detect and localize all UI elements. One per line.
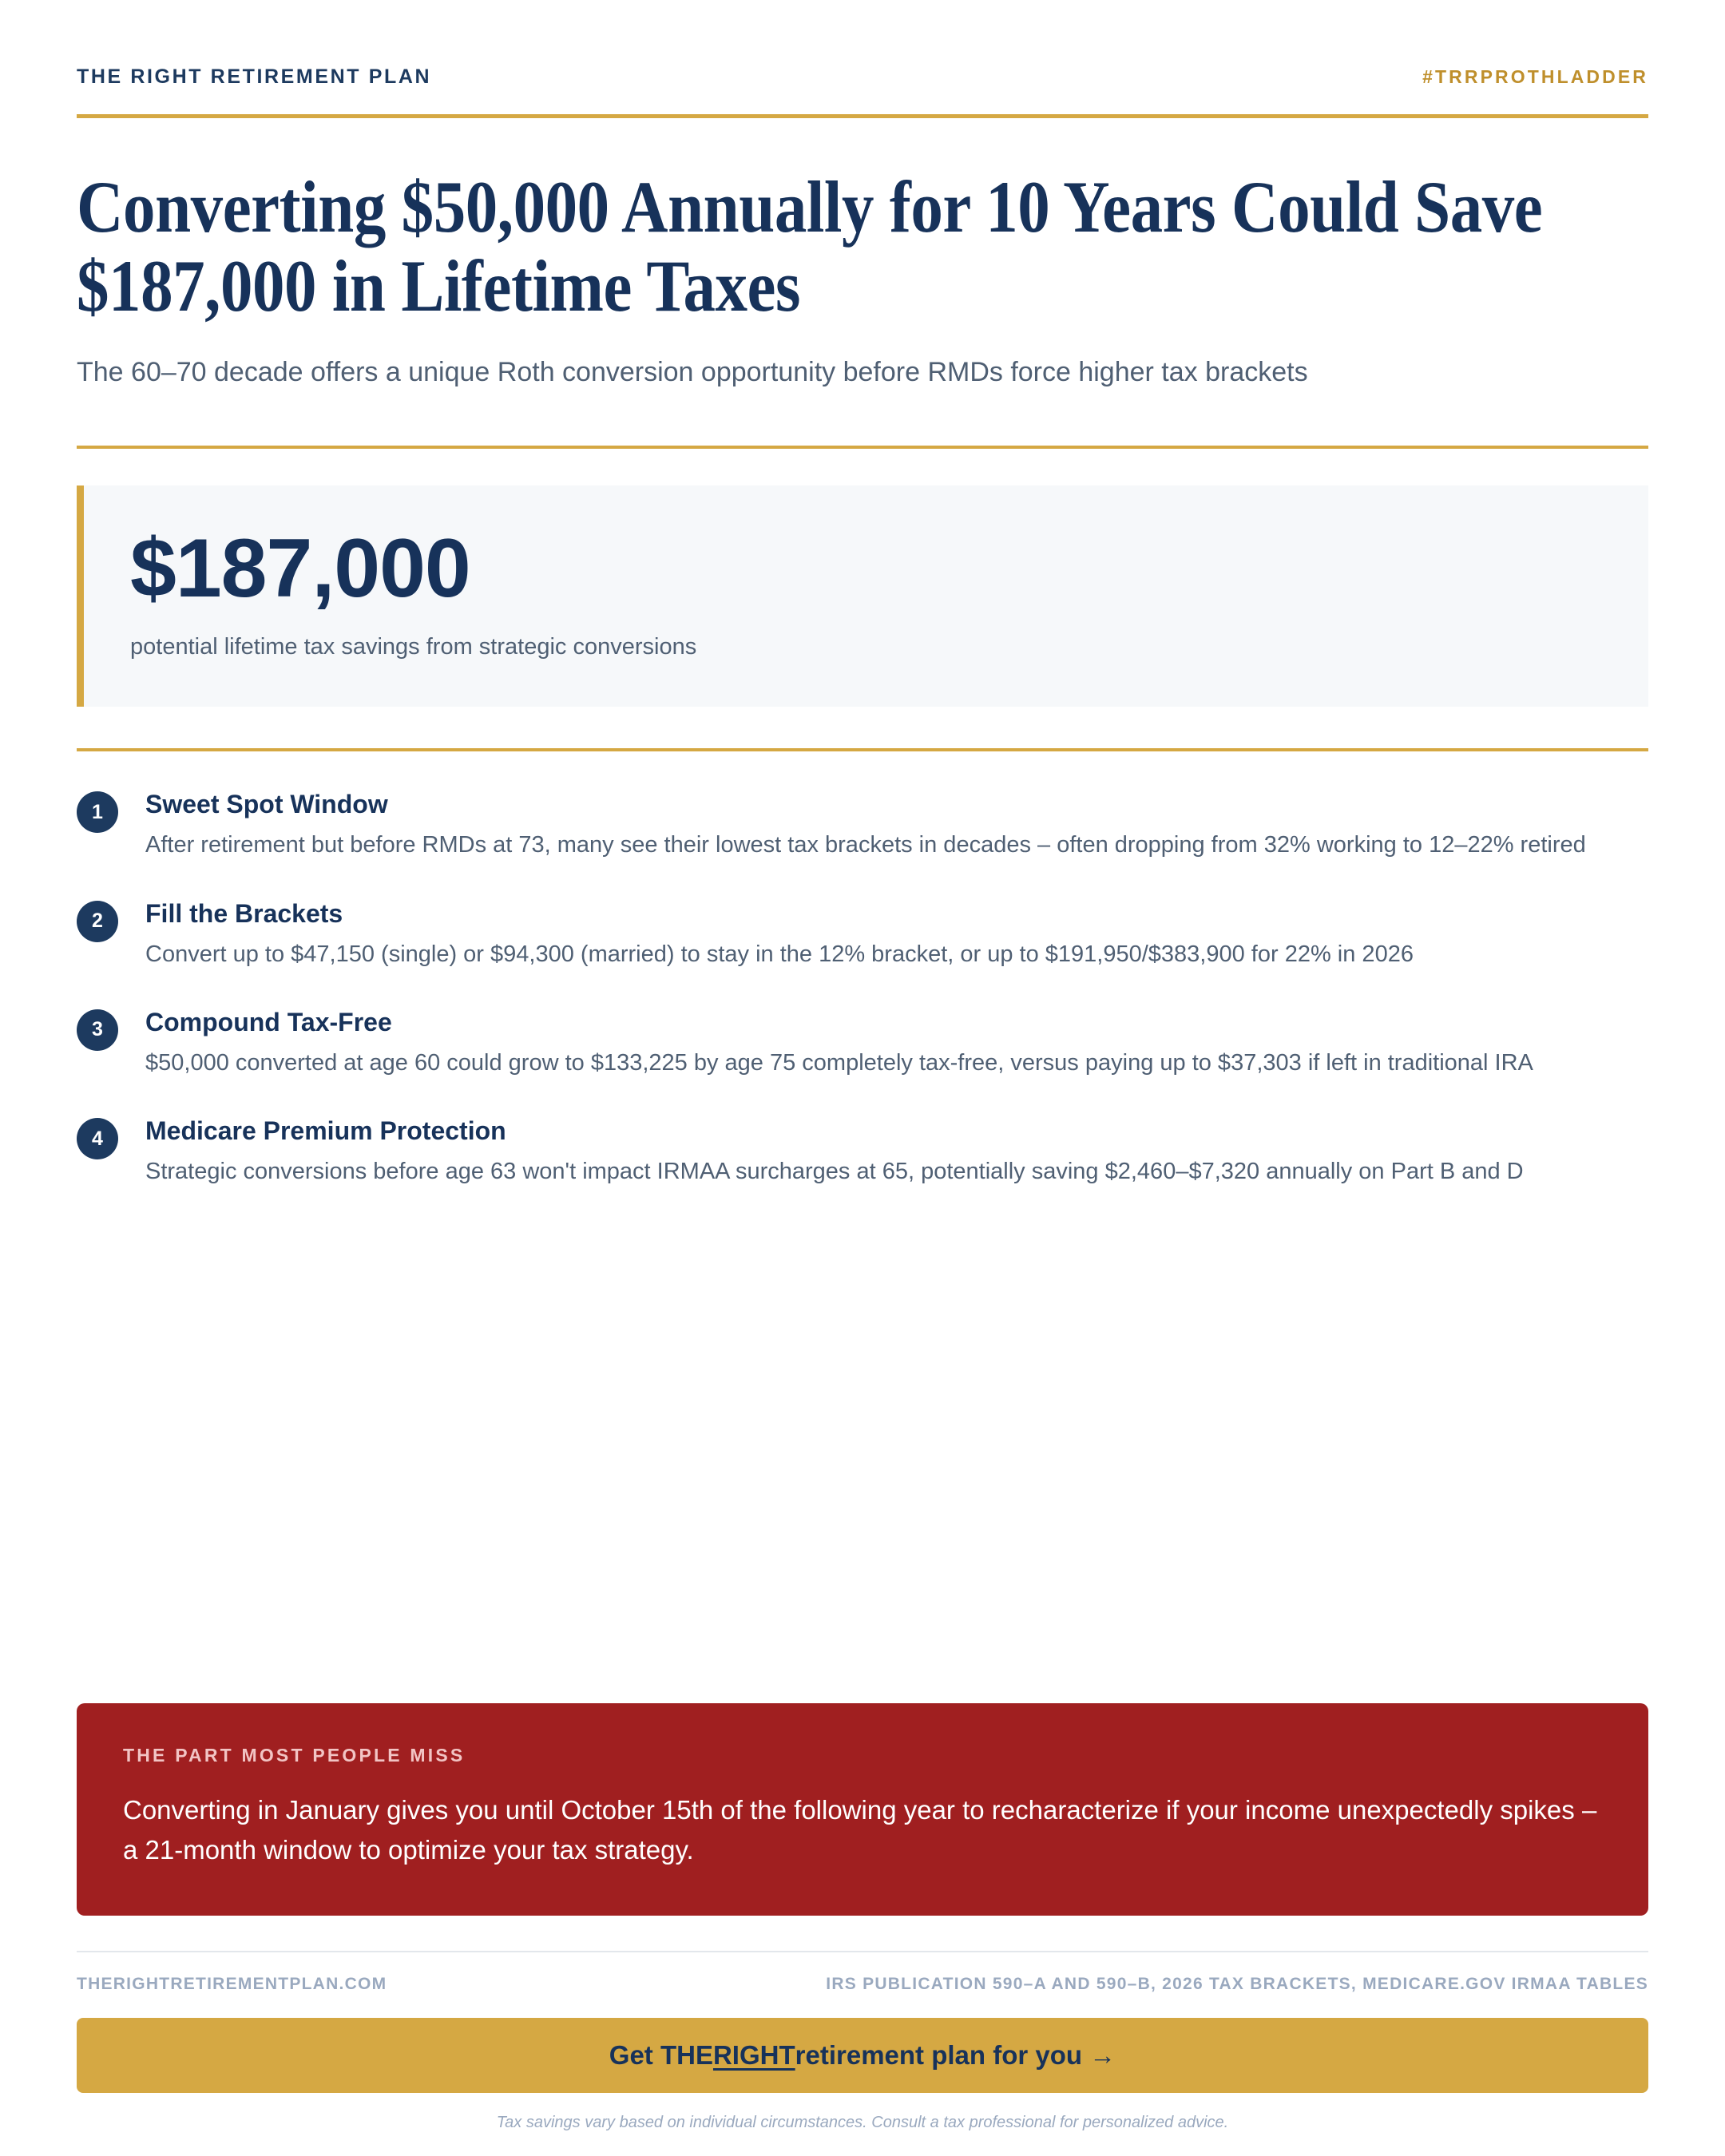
footer-sources: IRS PUBLICATION 590–A AND 590–B, 2026 TAX BRACKETS, MEDICARE.GOV IRMAA TABLES — [826, 1975, 1648, 1993]
point-body — [145, 1006, 1648, 1080]
point-body — [145, 1115, 1648, 1188]
list-item — [77, 898, 1648, 971]
key-points-list — [77, 751, 1648, 1703]
point-title: Fill the Brackets — [145, 898, 343, 928]
point-description: Strategic conversions before age 63 won't impact IRMAA surcharges at 65, potentially saving $2,460–$7,320 annually on Part B and D — [145, 1159, 1524, 1185]
point-number-badge: 2 — [77, 901, 118, 942]
brand-wordmark: THE RIGHT RETIREMENT PLAN — [77, 65, 432, 88]
cta-label-pre: Get THE — [609, 2040, 713, 2070]
page-title: Converting $50,000 Annually for 10 Years Could Save $187,000 in Lifetime Taxes — [77, 166, 1543, 327]
stat-top-divider — [77, 446, 1648, 449]
point-body — [145, 898, 1648, 971]
cta-button[interactable] — [77, 2018, 1648, 2093]
point-description: Convert up to $47,150 (single) or $94,300 (married) to stay in the 12% bracket, or up to $191,950/$383,900 for 22% in 2026 — [145, 941, 1414, 967]
stat-label: potential lifetime tax savings from strategic conversions — [130, 634, 697, 660]
masthead — [77, 0, 1648, 89]
point-number-badge: 1 — [77, 791, 118, 833]
callout-eyebrow: THE PART MOST PEOPLE MISS — [123, 1745, 466, 1766]
headline-stat-card — [77, 485, 1648, 707]
point-description: After retirement but before RMDs at 73, many see their lowest tax brackets in decades – often dropping from 32% working to 12–22% retired — [145, 832, 1586, 858]
cta-label-post: retirement plan for you → — [795, 2040, 1116, 2070]
cta-label-emphasis: RIGHT — [712, 2040, 795, 2070]
list-item — [77, 1115, 1648, 1188]
footer-website[interactable]: THERIGHTRETIREMENTPLAN.COM — [77, 1975, 387, 1993]
callout-box — [77, 1703, 1648, 1916]
title-block — [77, 118, 1648, 391]
stat-value: $187,000 — [130, 522, 470, 616]
point-body — [145, 788, 1648, 862]
callout-text: Converting in January gives you until October 15th of the following year to recharacterize if your income unexpectedly spikes – a 21-month window to optimize your tax strategy. — [123, 1795, 1597, 1865]
disclaimer-text: Tax savings vary based on individual circumstances. Consult a tax professional for personalized advice. — [496, 2114, 1229, 2131]
point-number-badge: 4 — [77, 1118, 118, 1159]
footer-meta — [77, 1952, 1648, 2018]
point-description: $50,000 converted at age 60 could grow to $133,225 by age 75 completely tax-free, versus paying up to $37,303 if left in traditional IRA — [145, 1049, 1533, 1076]
point-title: Sweet Spot Window — [145, 790, 388, 819]
point-number-badge: 3 — [77, 1009, 118, 1051]
campaign-hashtag: #TRRPROTHLADDER — [1422, 66, 1648, 87]
page-subtitle: The 60–70 decade offers a unique Roth conversion opportunity before RMDs force higher tax brackets — [77, 356, 1308, 387]
list-item — [77, 1006, 1648, 1080]
point-title: Medicare Premium Protection — [145, 1116, 506, 1146]
point-title: Compound Tax-Free — [145, 1007, 392, 1036]
list-item — [77, 788, 1648, 862]
